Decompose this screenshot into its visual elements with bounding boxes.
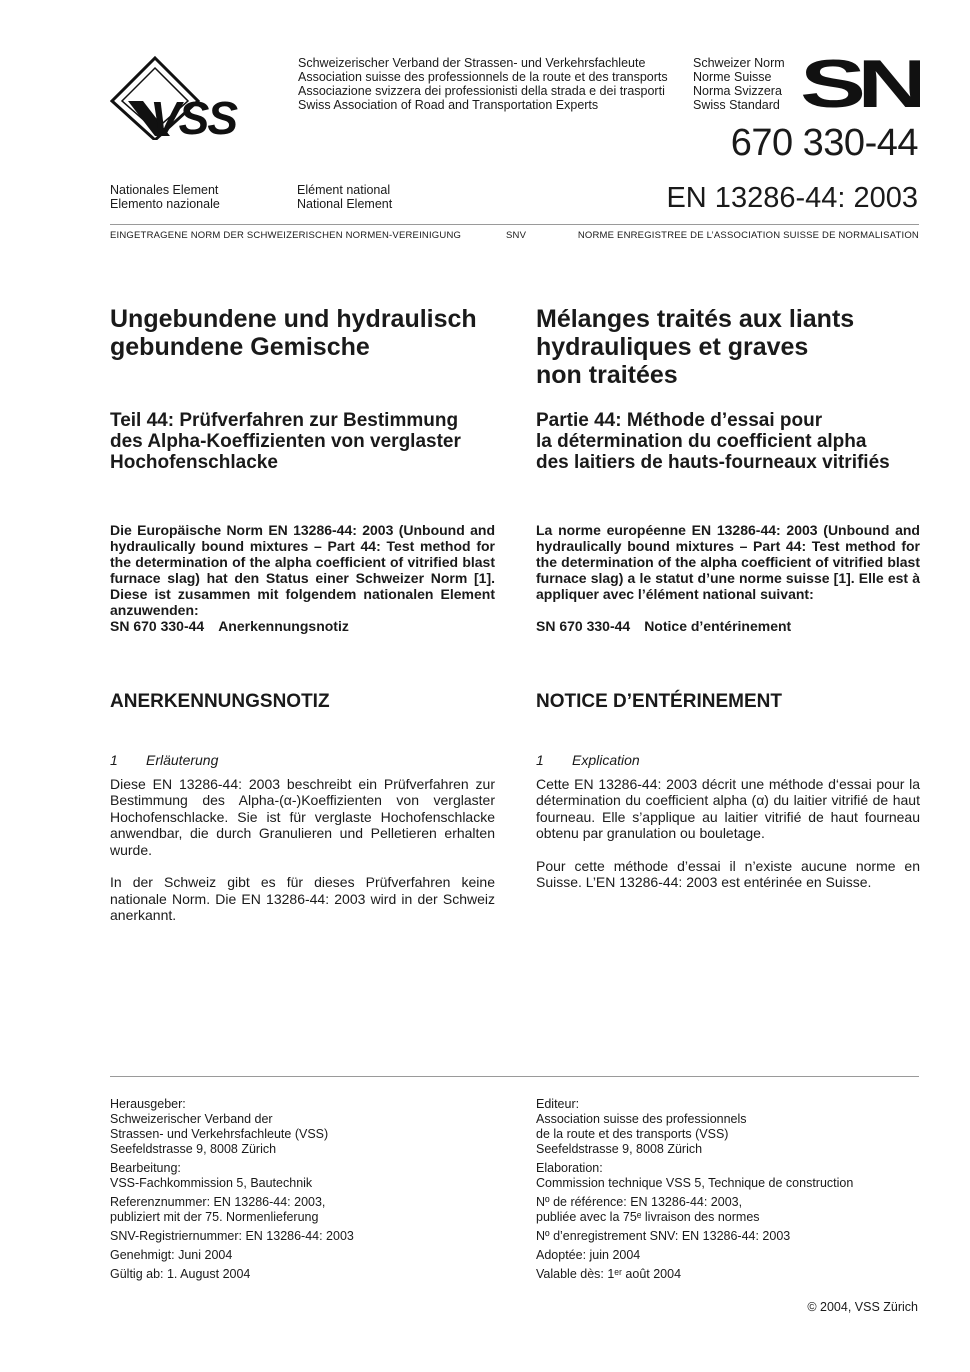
paragraph-fr-2: Pour cette méthode d’essai il n’existe aucune norme en Suisse. L’EN 13286-44: 2003 est entérinée en Suisse. <box>536 857 920 890</box>
footer-fr-reference: Nº de référence: EN 13286-44: 2003, publiée avec la 75ᵉ livraison des normes <box>536 1195 760 1224</box>
section-heading-fr: NOTICE D’ENTÉRINEMENT <box>536 691 782 712</box>
body-fr <box>536 752 920 907</box>
registration-mid: SNV <box>506 230 527 241</box>
national-element-en: National Element <box>297 197 393 211</box>
copyright: © 2004, VSS Zürich <box>807 1300 918 1314</box>
paragraph-de-2: In der Schweiz gibt es für dieses Prüfverfahren keine nationale Norm. Die EN 13286-44: 2003 wird in der Schweiz anerkannt. <box>110 874 495 923</box>
footer-fr-approved: Adoptée: juin 2004 <box>536 1248 641 1262</box>
national-element-it: Elemento nazionale <box>110 197 220 211</box>
standard-name-de: Schweizer Norm <box>693 56 785 70</box>
footer-de-editing: Bearbeitung: VSS-Fachkommission 5, Bautechnik <box>110 1161 313 1190</box>
footer-de-approved: Genehmigt: Juni 2004 <box>110 1248 233 1262</box>
org-line-de: Schweizerischer Verband der Strassen- und Verkehrsfachleute <box>298 56 646 70</box>
document-number: 670 330-44 <box>730 122 918 164</box>
registration-right: NORME ENREGISTREE DE L’ASSOCIATION SUISSE DE NORMALISATION <box>577 230 919 241</box>
intro-fr: La norme européenne EN 13286-44: 2003 (Unbound and hydraulically bound mixtures – Part 44: Test method for the determination of the alpha coefficient of vitrified blast furnace slag) a le statut d’une norme suisse [1]. Elle est à appliquer avec l’élément national suivant: SN 670 330-44 Notice d’entérinement <box>536 522 920 634</box>
svg-text:VSS: VSS <box>150 92 237 140</box>
org-line-en: Swiss Association of Road and Transportation Experts <box>298 98 599 112</box>
svg-text:SN: SN <box>802 56 920 108</box>
intro-de: Die Europäische Norm EN 13286-44: 2003 (Unbound and hydraulically bound mixtures – Part 44: Test method for the determination of the alpha coefficient of vitrified blast furnace slag) hat den Status einer Schweizer Norm [1]. Diese ist zusammen mit folgendem nationalen Element anzuwenden: SN 670 330-44 Anerkennungsnotiz <box>110 522 495 634</box>
title-fr: Mélanges traités aux liants hydrauliques et graves non traitées <box>536 305 855 389</box>
footer-de-reference: Referenznummer: EN 13286-44: 2003, publiziert mit der 75. Normenlieferung <box>110 1195 326 1224</box>
footer-fr-valid: Valable dès: 1ᵉʳ août 2004 <box>536 1267 682 1281</box>
footer-de <box>110 1097 495 1286</box>
footer-fr-editing: Elaboration: Commission technique VSS 5, Technique de construction <box>536 1161 854 1190</box>
subsection-de: 1 Erläuterung <box>110 752 219 768</box>
title-de: Ungebundene und hydraulisch gebundene Gemische <box>110 305 477 361</box>
org-line-fr: Association suisse des professionnels de la route et des transports <box>298 70 668 84</box>
sn-logo <box>802 56 920 108</box>
footer-fr <box>536 1097 920 1286</box>
org-line-it: Associazione svizzera dei professionisti della strada e dei trasporti <box>298 84 665 98</box>
footer-de-valid: Gültig ab: 1. August 2004 <box>110 1267 251 1281</box>
national-element-fr: Elément national <box>297 183 391 197</box>
body-de <box>110 752 495 940</box>
subsection-fr: 1 Explication <box>536 752 640 768</box>
footer-de-publisher: Herausgeber: Schweizerischer Verband der Strassen- und Verkehrsfachleute (VSS) Seefeldstrasse 9, 8008 Zürich <box>110 1097 329 1156</box>
subtitle-de: Teil 44: Prüfverfahren zur Bestimmung des Alpha-Koeffizienten von verglaster Hochofenschlacke <box>110 410 461 473</box>
registration-line <box>110 230 919 242</box>
reference-de: SN 670 330-44 Anerkennungsnotiz <box>110 618 349 634</box>
header-divider <box>110 224 919 225</box>
vss-logo <box>110 56 295 140</box>
footer-fr-publisher: Editeur: Association suisse des professionnels de la route et des transports (VSS) Seefeldstrasse 9, 8008 Zürich <box>536 1097 747 1156</box>
national-element-col1 <box>110 183 220 211</box>
subtitle-fr: Partie 44: Méthode d’essai pour la détermination du coefficient alpha des laitiers de hauts-fourneaux vitrifiés <box>536 410 890 473</box>
standard-name-it: Norma Svizzera <box>693 84 782 98</box>
national-element-col2 <box>297 183 392 211</box>
registration-left: EINGETRAGENE NORM DER SCHWEIZERISCHEN NORMEN-VEREINIGUNG <box>110 230 462 241</box>
national-element-de: Nationales Element <box>110 183 219 197</box>
footer-divider <box>110 1076 919 1077</box>
reference-fr: SN 670 330-44 Notice d’entérinement <box>536 618 792 634</box>
en-number: EN 13286-44: 2003 <box>666 182 918 214</box>
organization-names <box>298 56 668 112</box>
paragraph-fr-1: Cette EN 13286-44: 2003 décrit une méthode d‘essai pour la détermination du coefficient alpha (α) du laitier vitrifié de haut fourneau. Elle s’applique au laitier vitrifié de haut fourneau obtenu par granulation ou bouletage. <box>536 775 920 841</box>
footer-fr-registration: Nº d’enregistrement SNV: EN 13286-44: 2003 <box>536 1229 791 1243</box>
standard-name-fr: Norme Suisse <box>693 70 772 84</box>
standard-names <box>693 56 785 112</box>
standard-name-en: Swiss Standard <box>693 98 780 112</box>
footer-de-registration: SNV-Registriernummer: EN 13286-44: 2003 <box>110 1229 354 1243</box>
section-heading-de: ANERKENNUNGSNOTIZ <box>110 691 330 712</box>
paragraph-de-1: Diese EN 13286-44: 2003 beschreibt ein Prüfverfahren zur Bestimmung des Alpha-(α-)Koeffizienten von verglaster Hochofenschlacke. Sie ist für verglaste Hochofenschlacke anwendbar, die durch Granulieren und Pelletieren erhalten wurde. <box>110 775 495 858</box>
